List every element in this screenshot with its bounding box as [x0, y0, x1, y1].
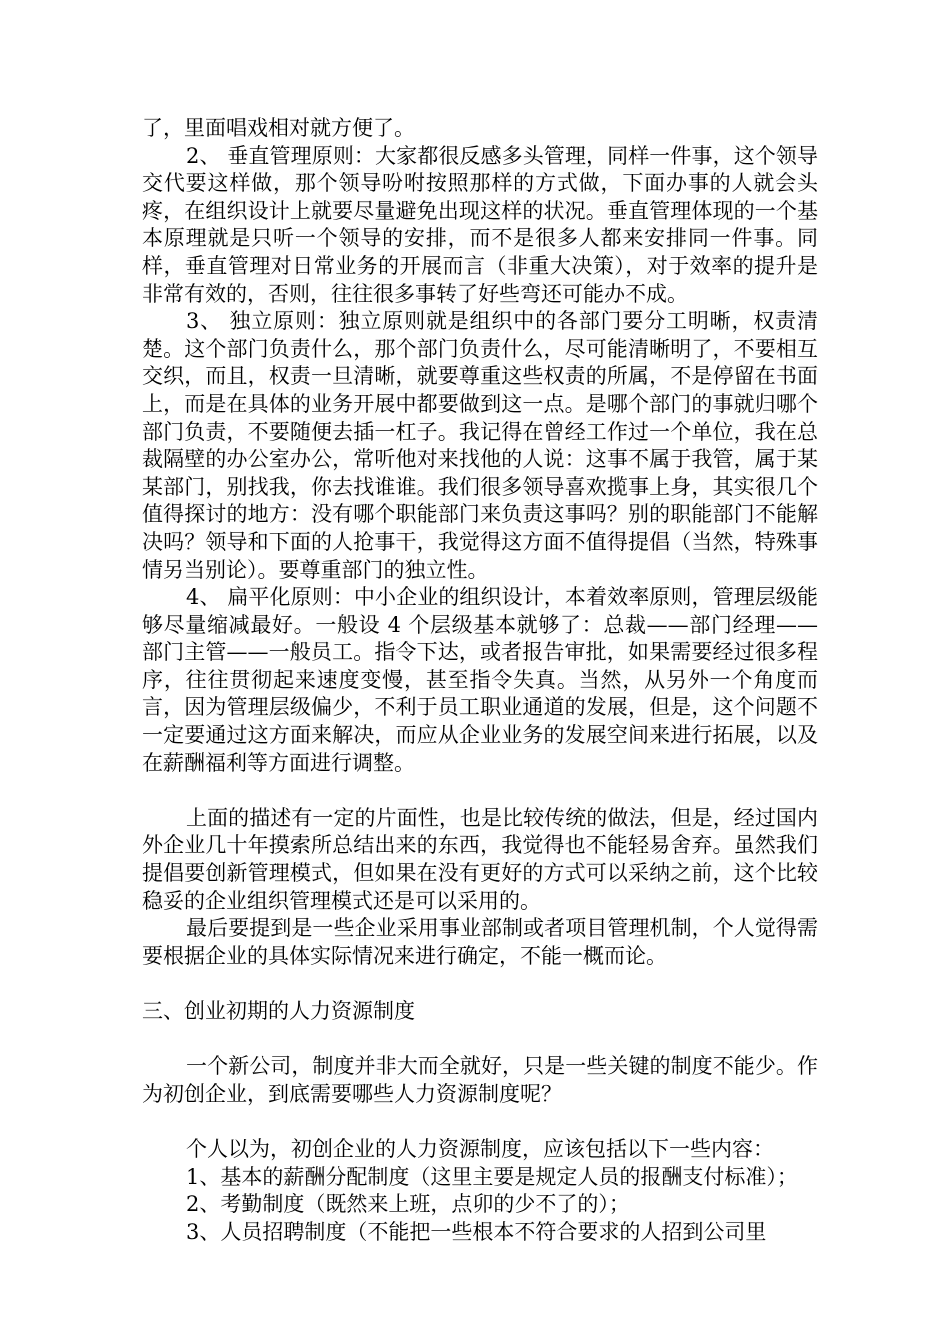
spacer — [142, 1026, 818, 1054]
paragraph-independence: 3、 独立原则：独立原则就是组织中的各部门要分工明晰，权责清楚。这个部门负责什么，那个部门负责什么，尽可能清晰明了，不要相互交织，而且，权责一旦清晰，就要尊重这些权责的所属，不是停留在书面上，而是在具体的业务开展中都要做到这一点。是哪个部门的事就归哪个部门负责，不要随便去插一杠子。我记得在曾经工作过一个单位，我在总裁隔壁的办公室办公，常听他对来找他的人说：这事不属于我管，属于某某部门，别找我，你去找谁谁。我们很多领导喜欢揽事上身，其实很几个值得探讨的地方：没有哪个职能部门来负责这事吗？别的职能部门不能解决吗？领导和下面的人抢事干，我觉得这方面不值得提倡（当然，特殊事情另当别论）。要尊重部门的独立性。 — [142, 309, 818, 582]
list-item-attendance: 2、考勤制度（既然来上班，点卯的少不了的）； — [186, 1192, 630, 1217]
spacer — [142, 970, 818, 998]
paragraph-flat-structure: 4、 扁平化原则：中小企业的组织设计，本着效率原则，管理层级能够尽量缩减最好。一般设 4 个层级基本就够了：总裁——部门经理——部门主管——一般员工。指令下达，或者报告审批，如果需要经过很多程序，往往贯彻起来速度变慢，甚至指令失真。当然，从另外一个角度而言，因为管理层级偏少，不利于员工职业通道的发展，但是，这个问题不一定要通过这方面来解决，而应从企业业务的发展空间来进行拓展，以及在薪酬福利等方面进行调整。 — [142, 585, 818, 775]
list-item-recruitment: 3、人员招聘制度（不能把一些根本不符合要求的人招到公司里 — [186, 1219, 767, 1244]
spacer — [142, 1108, 818, 1136]
paragraph-vertical-management: 2、 垂直管理原则：大家都很反感多头管理，同样一件事，这个领导交代要这样做，那个领导吩咐按照那样的方式做，下面办事的人就会头疼，在组织设计上就要尽量避免出现这样的状况。垂直管理体现的一个基本原理就是只听一个领导的安排，而不是很多人都来安排同一件事。同样，垂直管理对日常业务的开展而言（非重大决策），对于效率的提升是非常有效的，否则，往往很多事转了好些弯还可能办不成。 — [142, 143, 818, 306]
list-item-salary: 1、基本的薪酬分配制度（这里主要是规定人员的报酬支付标准）； — [186, 1164, 798, 1189]
paragraph-summary: 上面的描述有一定的片面性，也是比较传统的做法，但是，经过国内外企业几十年摸索所总结出来的东西，我觉得也不能轻易舍弃。虽然我们提倡要创新管理模式，但如果在没有更好的方式可以采纳之前，这个比较稳妥的企业组织管理模式还是可以采用的。 — [142, 805, 818, 913]
paragraph-continuation: 了，里面唱戏相对就方便了。 — [142, 116, 415, 140]
spacer — [142, 777, 818, 805]
paragraph-list-intro: 个人以为，初创企业的人力资源制度，应该包括以下一些内容： — [186, 1136, 774, 1161]
paragraph-business-units: 最后要提到是一些企业采用事业部制或者项目管理机制，个人觉得需要根据企业的具体实际情况来进行确定，不能一概而论。 — [142, 916, 818, 968]
paragraph-new-company: 一个新公司，制度并非大而全就好，只是一些关键的制度不能少。作为初创企业，到底需要哪些人力资源制度呢？ — [142, 1054, 818, 1106]
section-heading: 三、创业初期的人力资源制度 — [142, 999, 415, 1023]
document-page — [142, 115, 818, 1246]
